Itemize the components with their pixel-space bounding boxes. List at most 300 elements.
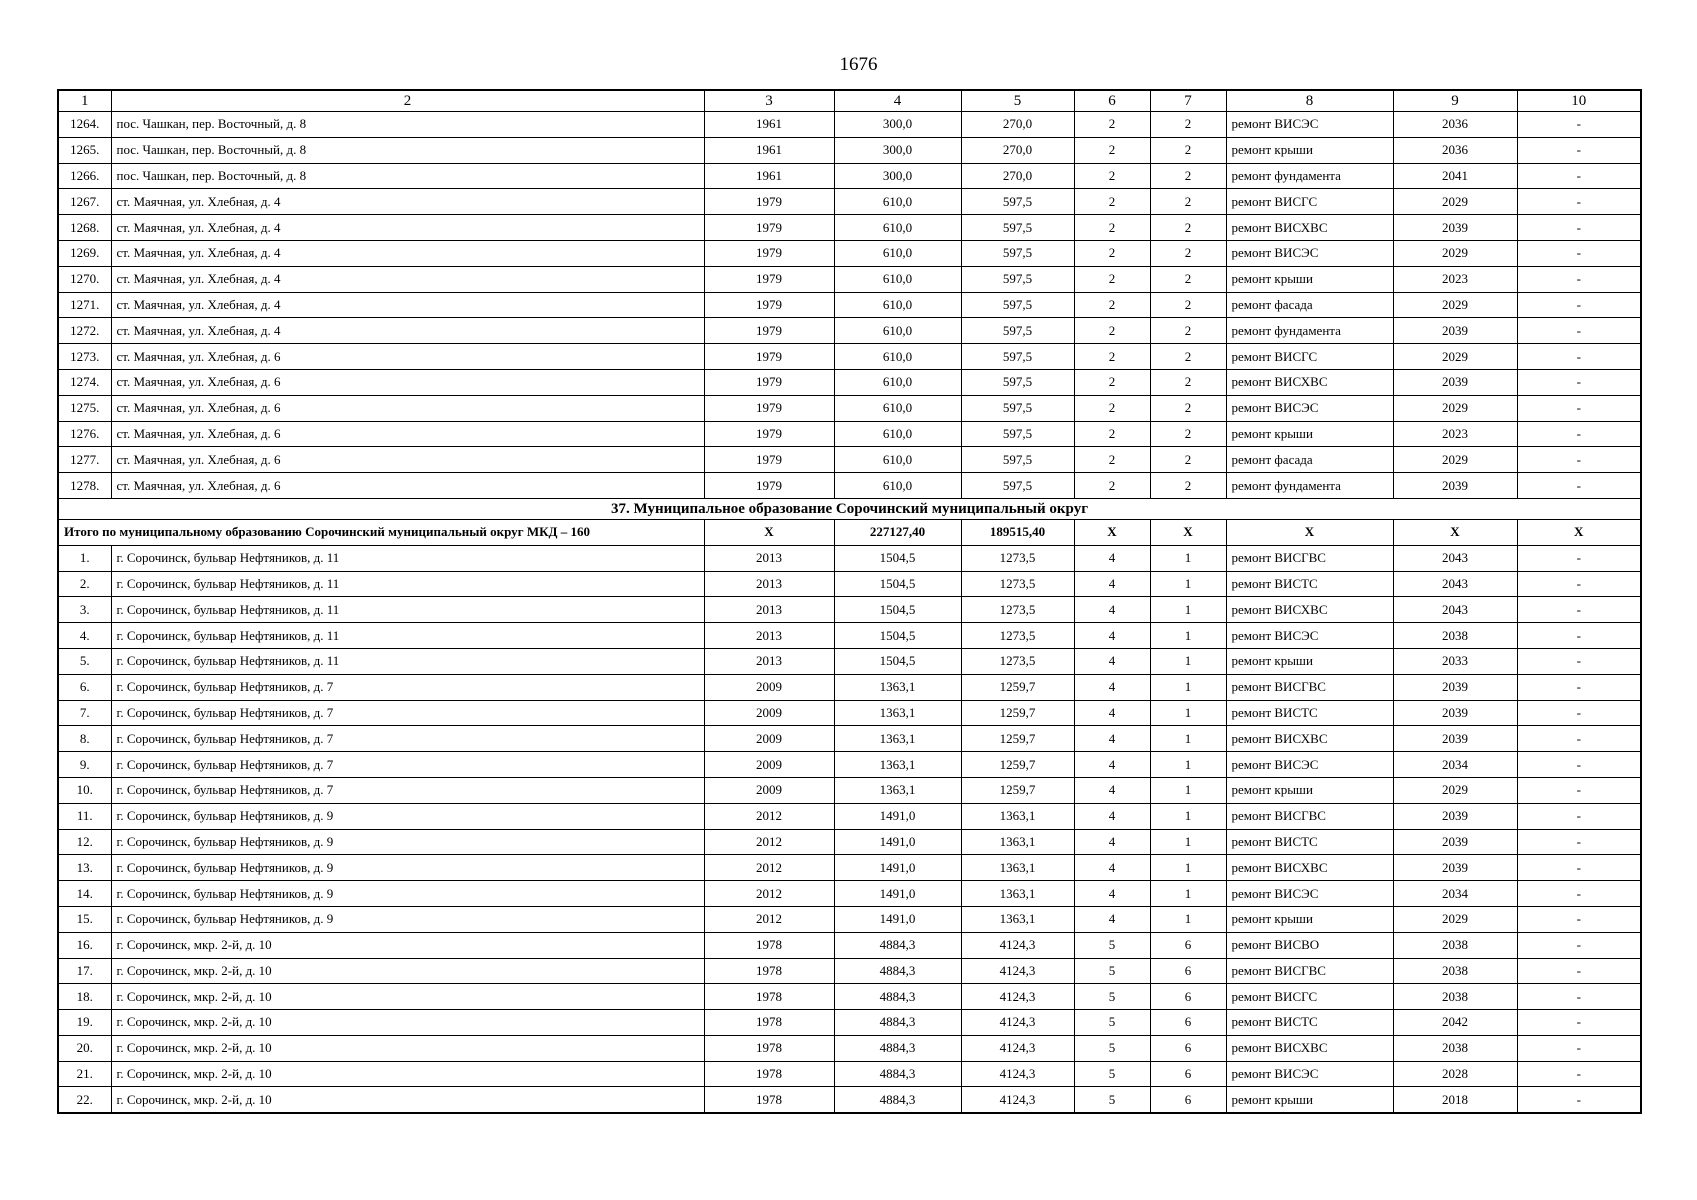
table-row (58, 395, 1641, 421)
table-row (58, 421, 1641, 447)
table-cell: - (1517, 189, 1641, 215)
table-cell: ремонт ВИСЭС (1226, 752, 1393, 778)
table-cell: ст. Маячная, ул. Хлебная, д. 4 (111, 292, 704, 318)
table-cell: - (1517, 648, 1641, 674)
total-cell: X (704, 519, 834, 545)
table-row (58, 984, 1641, 1010)
table-cell: 2038 (1393, 1035, 1517, 1061)
table-cell: ремонт ВИСХВС (1226, 1035, 1393, 1061)
table-cell: ремонт ВИСЭС (1226, 240, 1393, 266)
table-cell: 2 (1074, 369, 1150, 395)
table-row (58, 700, 1641, 726)
table-cell: 610,0 (834, 473, 961, 499)
section-heading-row (58, 498, 1641, 519)
table-cell: ремонт фасада (1226, 292, 1393, 318)
table-cell: 1961 (704, 112, 834, 138)
table-cell: - (1517, 215, 1641, 241)
table-cell: 2038 (1393, 932, 1517, 958)
table-row (58, 292, 1641, 318)
table-cell: 1 (1150, 855, 1226, 881)
table-cell: 2 (1150, 369, 1226, 395)
table-cell: 1273,5 (961, 571, 1074, 597)
table-cell: 610,0 (834, 240, 961, 266)
table-cell: 2029 (1393, 240, 1517, 266)
table-cell: 1259,7 (961, 700, 1074, 726)
table-cell: - (1517, 240, 1641, 266)
table-cell: 1 (1150, 752, 1226, 778)
table-cell: ст. Маячная, ул. Хлебная, д. 6 (111, 447, 704, 473)
table-cell: 2039 (1393, 855, 1517, 881)
table-cell: 1 (1150, 829, 1226, 855)
table-cell: г. Сорочинск, бульвар Нефтяников, д. 11 (111, 623, 704, 649)
table-cell: 597,5 (961, 318, 1074, 344)
table-row (58, 112, 1641, 138)
table-cell: 1259,7 (961, 726, 1074, 752)
table-cell: 2009 (704, 726, 834, 752)
table-cell: г. Сорочинск, бульвар Нефтяников, д. 9 (111, 829, 704, 855)
table-cell: - (1517, 447, 1641, 473)
table-cell: г. Сорочинск, мкр. 2-й, д. 10 (111, 1087, 704, 1113)
table-cell: - (1517, 163, 1641, 189)
table-cell: 2012 (704, 829, 834, 855)
table-cell: 2039 (1393, 700, 1517, 726)
column-header: 8 (1226, 90, 1393, 112)
table-cell: 1491,0 (834, 881, 961, 907)
table-cell: 610,0 (834, 447, 961, 473)
table-cell: 4 (1074, 674, 1150, 700)
table-cell: 2 (1074, 292, 1150, 318)
table-cell: 270,0 (961, 163, 1074, 189)
table-cell: 2036 (1393, 137, 1517, 163)
table-cell: г. Сорочинск, мкр. 2-й, д. 10 (111, 1010, 704, 1036)
table-cell: 1491,0 (834, 906, 961, 932)
table-cell: 4884,3 (834, 1061, 961, 1087)
table-cell: 1 (1150, 545, 1226, 571)
table-cell: 2 (1074, 266, 1150, 292)
table-cell: ремонт ВИСЭС (1226, 395, 1393, 421)
table-cell: 2029 (1393, 189, 1517, 215)
table-cell: 22. (58, 1087, 111, 1113)
column-header: 2 (111, 90, 704, 112)
table-cell: 1978 (704, 1035, 834, 1061)
table-cell: 6 (1150, 932, 1226, 958)
table-cell: ремонт крыши (1226, 266, 1393, 292)
table-cell: пос. Чашкан, пер. Восточный, д. 8 (111, 163, 704, 189)
table-cell: 2034 (1393, 881, 1517, 907)
table-cell: 1276. (58, 421, 111, 447)
table-cell: 1978 (704, 932, 834, 958)
table-cell: - (1517, 1087, 1641, 1113)
table-cell: 4884,3 (834, 1087, 961, 1113)
table-cell: 1978 (704, 1010, 834, 1036)
table-cell: 1270. (58, 266, 111, 292)
table-cell: 1 (1150, 726, 1226, 752)
table-cell: 1259,7 (961, 674, 1074, 700)
table-cell: 5 (1074, 1035, 1150, 1061)
table-cell: 1979 (704, 266, 834, 292)
table-cell: 2013 (704, 597, 834, 623)
table-cell: 1274. (58, 369, 111, 395)
table-row (58, 240, 1641, 266)
table-cell: 1278. (58, 473, 111, 499)
table-cell: 2 (1150, 189, 1226, 215)
table-cell: 4 (1074, 623, 1150, 649)
table-cell: 4 (1074, 881, 1150, 907)
table-cell: - (1517, 292, 1641, 318)
table-cell: ремонт фундамента (1226, 163, 1393, 189)
table-cell: 2 (1074, 112, 1150, 138)
table-cell: 2 (1150, 292, 1226, 318)
table-cell: г. Сорочинск, бульвар Нефтяников, д. 11 (111, 571, 704, 597)
table-cell: 2039 (1393, 215, 1517, 241)
table-cell: 1979 (704, 344, 834, 370)
table-cell: 21. (58, 1061, 111, 1087)
table-cell: 7. (58, 700, 111, 726)
table-cell: - (1517, 473, 1641, 499)
table-cell: 1275. (58, 395, 111, 421)
table-cell: ремонт ВИСТС (1226, 700, 1393, 726)
table-row (58, 571, 1641, 597)
table-cell: 2 (1150, 163, 1226, 189)
table-cell: 4 (1074, 545, 1150, 571)
table-cell: ремонт ВИСГС (1226, 189, 1393, 215)
table-cell: 1 (1150, 777, 1226, 803)
table-cell: 6 (1150, 1035, 1226, 1061)
table-cell: г. Сорочинск, бульвар Нефтяников, д. 9 (111, 855, 704, 881)
table-cell: 4 (1074, 855, 1150, 881)
table-row (58, 623, 1641, 649)
total-cell: X (1150, 519, 1226, 545)
table-cell: 5 (1074, 1087, 1150, 1113)
table-row (58, 777, 1641, 803)
table-cell: 2012 (704, 855, 834, 881)
table-cell: пос. Чашкан, пер. Восточный, д. 8 (111, 137, 704, 163)
table-cell: ремонт ВИСТС (1226, 829, 1393, 855)
table-cell: - (1517, 881, 1641, 907)
table-cell: 2. (58, 571, 111, 597)
table-cell: 2043 (1393, 571, 1517, 597)
table-cell: 610,0 (834, 318, 961, 344)
table-cell: - (1517, 984, 1641, 1010)
table-cell: 1979 (704, 447, 834, 473)
table-cell: ст. Маячная, ул. Хлебная, д. 6 (111, 421, 704, 447)
table-cell: 2043 (1393, 545, 1517, 571)
table-row (58, 752, 1641, 778)
table-cell: 2039 (1393, 473, 1517, 499)
table-cell: 1979 (704, 369, 834, 395)
table-cell: г. Сорочинск, мкр. 2-й, д. 10 (111, 984, 704, 1010)
table-cell: ст. Маячная, ул. Хлебная, д. 6 (111, 395, 704, 421)
table-cell: 1504,5 (834, 597, 961, 623)
table-cell: ремонт ВИСХВС (1226, 855, 1393, 881)
table-cell: 3. (58, 597, 111, 623)
table-cell: г. Сорочинск, бульвар Нефтяников, д. 7 (111, 674, 704, 700)
table-cell: 1491,0 (834, 829, 961, 855)
table-cell: 1363,1 (961, 906, 1074, 932)
table-cell: ремонт ВИСГВС (1226, 674, 1393, 700)
table-cell: 2043 (1393, 597, 1517, 623)
column-header: 3 (704, 90, 834, 112)
table-cell: ст. Маячная, ул. Хлебная, д. 6 (111, 344, 704, 370)
table-cell: 4 (1074, 597, 1150, 623)
table-cell: 1978 (704, 958, 834, 984)
table-cell: 2038 (1393, 623, 1517, 649)
table-cell: 2 (1074, 473, 1150, 499)
table-cell: 12. (58, 829, 111, 855)
column-header: 6 (1074, 90, 1150, 112)
table-cell: 597,5 (961, 421, 1074, 447)
table-cell: 597,5 (961, 189, 1074, 215)
table-cell: 4884,3 (834, 932, 961, 958)
table-cell: 610,0 (834, 292, 961, 318)
table-row (58, 137, 1641, 163)
table-cell: 1504,5 (834, 571, 961, 597)
table-cell: 5 (1074, 1010, 1150, 1036)
table-cell: - (1517, 1035, 1641, 1061)
table-cell: 1504,5 (834, 648, 961, 674)
table-cell: 2042 (1393, 1010, 1517, 1036)
table-cell: 1273,5 (961, 545, 1074, 571)
table-cell: 2038 (1393, 958, 1517, 984)
table-row (58, 1087, 1641, 1113)
table-cell: ремонт крыши (1226, 1087, 1393, 1113)
table-cell: 2029 (1393, 292, 1517, 318)
table-cell: 1259,7 (961, 752, 1074, 778)
table-cell: 597,5 (961, 344, 1074, 370)
table-cell: 2 (1074, 189, 1150, 215)
table-cell: 1363,1 (961, 803, 1074, 829)
table-cell: - (1517, 726, 1641, 752)
table-cell: 1979 (704, 215, 834, 241)
table-cell: 2029 (1393, 344, 1517, 370)
table-row (58, 855, 1641, 881)
table-cell: 2 (1074, 215, 1150, 241)
table-cell: 2 (1074, 137, 1150, 163)
table-cell: 1363,1 (834, 674, 961, 700)
table-cell: 17. (58, 958, 111, 984)
table-cell: 2013 (704, 623, 834, 649)
total-cell: X (1393, 519, 1517, 545)
table-cell: 1491,0 (834, 855, 961, 881)
table-cell: 4124,3 (961, 932, 1074, 958)
table-cell: ремонт ВИСТС (1226, 1010, 1393, 1036)
table-cell: - (1517, 803, 1641, 829)
table-row (58, 906, 1641, 932)
table-cell: 1491,0 (834, 803, 961, 829)
table-cell: 2 (1150, 266, 1226, 292)
table-row (58, 369, 1641, 395)
table-cell: 1272. (58, 318, 111, 344)
table-cell: ст. Маячная, ул. Хлебная, д. 4 (111, 215, 704, 241)
table-cell: 2012 (704, 881, 834, 907)
table-cell: 2 (1074, 447, 1150, 473)
table-cell: ремонт ВИСХВС (1226, 597, 1393, 623)
table-cell: ст. Маячная, ул. Хлебная, д. 6 (111, 369, 704, 395)
table-cell: 2039 (1393, 829, 1517, 855)
table-cell: 2 (1074, 421, 1150, 447)
table-cell: 1979 (704, 421, 834, 447)
table-cell: 4124,3 (961, 984, 1074, 1010)
table-cell: 1. (58, 545, 111, 571)
column-header: 5 (961, 90, 1074, 112)
table-cell: 2029 (1393, 906, 1517, 932)
table-cell: 597,5 (961, 292, 1074, 318)
table-cell: 1273,5 (961, 597, 1074, 623)
table-cell: - (1517, 1010, 1641, 1036)
table-cell: 1273. (58, 344, 111, 370)
table-cell: 1268. (58, 215, 111, 241)
table-cell: ремонт крыши (1226, 777, 1393, 803)
table-cell: г. Сорочинск, бульвар Нефтяников, д. 7 (111, 700, 704, 726)
table-header-row (58, 90, 1641, 112)
table-cell: 9. (58, 752, 111, 778)
table-cell: 300,0 (834, 163, 961, 189)
table-cell: 5. (58, 648, 111, 674)
table-cell: 2 (1074, 163, 1150, 189)
table-cell: ремонт ВИСГВС (1226, 803, 1393, 829)
table-cell: 14. (58, 881, 111, 907)
table-cell: 610,0 (834, 189, 961, 215)
table-cell: 2 (1074, 344, 1150, 370)
table-cell: 18. (58, 984, 111, 1010)
table-cell: 1 (1150, 700, 1226, 726)
table-cell: 2 (1150, 344, 1226, 370)
table-cell: 19. (58, 1010, 111, 1036)
table-cell: 2041 (1393, 163, 1517, 189)
table-cell: 4124,3 (961, 1061, 1074, 1087)
table-cell: ремонт ВИСГВС (1226, 958, 1393, 984)
table-cell: 1363,1 (834, 777, 961, 803)
table-cell: - (1517, 344, 1641, 370)
page-number: 1676 (839, 54, 878, 75)
table-cell: 2009 (704, 777, 834, 803)
table-cell: ремонт ВИСГВС (1226, 545, 1393, 571)
table-cell: 1 (1150, 906, 1226, 932)
table-cell: - (1517, 369, 1641, 395)
table-cell: 1363,1 (961, 855, 1074, 881)
table-cell: 2 (1150, 137, 1226, 163)
table-cell: ремонт крыши (1226, 906, 1393, 932)
table-cell: 270,0 (961, 112, 1074, 138)
table-cell: 1504,5 (834, 623, 961, 649)
table-cell: 270,0 (961, 137, 1074, 163)
table-cell: 2 (1150, 421, 1226, 447)
column-header: 10 (1517, 90, 1641, 112)
table-cell: 1267. (58, 189, 111, 215)
table-row (58, 881, 1641, 907)
table-cell: ст. Маячная, ул. Хлебная, д. 4 (111, 240, 704, 266)
table-row (58, 932, 1641, 958)
table-cell: 1266. (58, 163, 111, 189)
table-cell: 4884,3 (834, 984, 961, 1010)
table-row (58, 674, 1641, 700)
table-cell: ремонт ВИСЭС (1226, 1061, 1393, 1087)
table-cell: - (1517, 623, 1641, 649)
table-cell: г. Сорочинск, бульвар Нефтяников, д. 7 (111, 726, 704, 752)
table-cell: 2 (1150, 395, 1226, 421)
table-cell: г. Сорочинск, бульвар Нефтяников, д. 9 (111, 881, 704, 907)
table-row (58, 829, 1641, 855)
table-row (58, 473, 1641, 499)
table-cell: 4 (1074, 803, 1150, 829)
table-cell: 20. (58, 1035, 111, 1061)
table-cell: 6 (1150, 1061, 1226, 1087)
table-cell: 2012 (704, 803, 834, 829)
table-cell: 4124,3 (961, 1010, 1074, 1036)
column-header: 4 (834, 90, 961, 112)
table-cell: - (1517, 137, 1641, 163)
section-title: 37. Муниципальное образование Сорочинский муниципальный округ (58, 498, 1641, 519)
table-cell: 1978 (704, 1061, 834, 1087)
table-cell: - (1517, 571, 1641, 597)
table-row (58, 803, 1641, 829)
table-cell: ремонт крыши (1226, 421, 1393, 447)
table-row (58, 266, 1641, 292)
table-cell: 1363,1 (834, 700, 961, 726)
table-cell: - (1517, 266, 1641, 292)
table-cell: 15. (58, 906, 111, 932)
table-cell: 2034 (1393, 752, 1517, 778)
table-cell: 4 (1074, 752, 1150, 778)
table-cell: ремонт ВИСХВС (1226, 369, 1393, 395)
table-cell: - (1517, 906, 1641, 932)
table-row (58, 545, 1641, 571)
table-cell: 4 (1074, 700, 1150, 726)
table-cell: - (1517, 597, 1641, 623)
table-cell: 5 (1074, 958, 1150, 984)
table-cell: 2 (1150, 215, 1226, 241)
table-row (58, 189, 1641, 215)
table-row (58, 726, 1641, 752)
table-cell: 610,0 (834, 369, 961, 395)
table-cell: г. Сорочинск, мкр. 2-й, д. 10 (111, 932, 704, 958)
table-cell: ст. Маячная, ул. Хлебная, д. 4 (111, 266, 704, 292)
column-header: 7 (1150, 90, 1226, 112)
table-cell: 1978 (704, 1087, 834, 1113)
table-cell: 300,0 (834, 112, 961, 138)
table-cell: 1979 (704, 473, 834, 499)
table-row (58, 1035, 1641, 1061)
table-cell: 2036 (1393, 112, 1517, 138)
table-cell: - (1517, 829, 1641, 855)
table-cell: - (1517, 855, 1641, 881)
table-cell: ремонт крыши (1226, 648, 1393, 674)
table-cell: 597,5 (961, 266, 1074, 292)
table-cell: 610,0 (834, 266, 961, 292)
table-cell: 1961 (704, 163, 834, 189)
table-cell: 1277. (58, 447, 111, 473)
table-row (58, 163, 1641, 189)
table-cell: г. Сорочинск, бульвар Нефтяников, д. 7 (111, 752, 704, 778)
table-row (58, 958, 1641, 984)
table-cell: 610,0 (834, 215, 961, 241)
table-cell: 1264. (58, 112, 111, 138)
table-cell: 1 (1150, 648, 1226, 674)
column-header: 9 (1393, 90, 1517, 112)
table-cell: ремонт ВИСВО (1226, 932, 1393, 958)
table-row (58, 447, 1641, 473)
table-cell: 2039 (1393, 369, 1517, 395)
table-cell: 2023 (1393, 421, 1517, 447)
table-cell: ремонт ВИСЭС (1226, 112, 1393, 138)
table-cell: 2012 (704, 906, 834, 932)
table-row (58, 597, 1641, 623)
table-cell: 4 (1074, 829, 1150, 855)
table-cell: 2039 (1393, 726, 1517, 752)
table-cell: 2033 (1393, 648, 1517, 674)
table-cell: 2018 (1393, 1087, 1517, 1113)
total-cell: 227127,40 (834, 519, 961, 545)
